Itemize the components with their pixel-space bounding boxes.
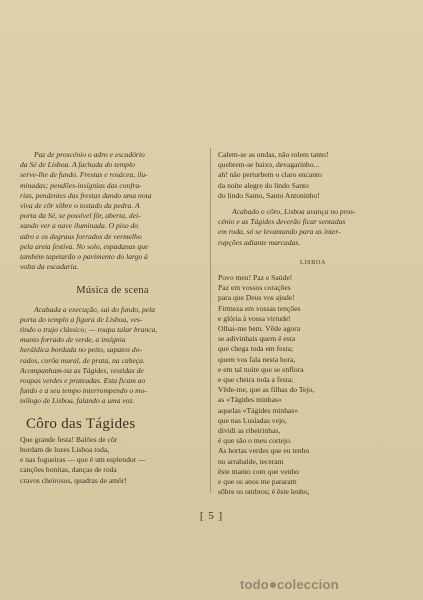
verse-line: êste manto com que venho bbox=[218, 466, 299, 476]
text-line: viva de côr sôbre o tostado da pedra. A bbox=[20, 201, 140, 211]
text-line: rados, corôa mural, de prata, na cabeça. bbox=[20, 355, 145, 365]
verse-line: Firmeza em vossas tenções bbox=[218, 303, 301, 313]
verse-line: e nas fogueiras — que é um esplendor — bbox=[20, 455, 146, 465]
text-line: também tapetarão o pavimento do largo à bbox=[20, 252, 148, 262]
verse-line: quem vos fala nesta hora, bbox=[218, 354, 296, 364]
verse-line: que chega toda em festa; bbox=[218, 344, 294, 354]
coro-heading: Côro das Tágides bbox=[26, 415, 136, 432]
text-line: tindo o trajo clássico; — roupa talar branca, bbox=[20, 325, 158, 335]
text-line: Acabada a execução, sai do fundo, pela bbox=[34, 304, 156, 314]
text-line: Paz de proscénio o adro e escadório bbox=[34, 150, 145, 159]
verse-line: no arrabalde, teceram bbox=[218, 456, 284, 466]
text-line: volta da escadaria. bbox=[20, 262, 79, 272]
text-line: adro e os degraus forrados de vermelho bbox=[20, 231, 142, 241]
watermark-text-right: coleccion bbox=[276, 577, 339, 592]
verse-line: cravos cheirosos, quadras de amôr! bbox=[20, 475, 127, 485]
verse-line: Vêde-me, que as filhas do Tejo, bbox=[218, 385, 315, 395]
column-divider bbox=[210, 148, 211, 493]
verse-line: canções bonitas, danças de roda bbox=[20, 465, 117, 475]
verse-line: dividi as ribeirinhas, bbox=[218, 426, 281, 436]
verse-line: Paz em vossos corações bbox=[218, 283, 291, 293]
verse-line: que nas Lusíadas vejo, bbox=[218, 415, 287, 425]
text-line: rias, pendentes das frestas dando uma nota bbox=[20, 190, 152, 200]
text-line: serve-lhe de fundo. Frestas e rosácea, ilu- bbox=[20, 170, 148, 180]
speaker-label: LISBOA bbox=[300, 258, 326, 266]
verse-line: do lindo Santo, Santo Antoninho! bbox=[218, 190, 320, 200]
watermark-strip bbox=[0, 570, 423, 600]
verse-line: e glória à vossa virtude! bbox=[218, 313, 291, 323]
text-line: porta do templo a figura de Lisboa, ves- bbox=[20, 314, 143, 324]
stage-direction-music bbox=[20, 305, 205, 407]
lisboa-monologue bbox=[218, 273, 408, 497]
watermark-dot-icon bbox=[270, 582, 276, 588]
text-line: Acabado o côro, Lisboa avança no pros- bbox=[232, 207, 356, 217]
text-line: fundo e a seu tempo interrompendo o mo- bbox=[20, 386, 147, 396]
verse-line: sôbre os ombros; é êste lenho, bbox=[218, 487, 310, 497]
verse-line: Calem-se as ondas, não rolem tanto! bbox=[218, 150, 329, 159]
text-line: roupas verdes e prateadas. Esta ficam ao bbox=[20, 376, 146, 386]
watermark-logo bbox=[240, 577, 339, 592]
page-number: [ 5 ] bbox=[199, 510, 224, 522]
text-line: nólogo de Lisboa, falando a uma voz. bbox=[20, 396, 135, 406]
verse-line: aquelas «Tágides minhas» bbox=[218, 405, 299, 415]
stage-direction-lisboa bbox=[218, 207, 408, 248]
text-line: heráldica bordada no peito, sapatos do- bbox=[20, 345, 143, 355]
text-line: da Sé de Lisboa. A fachada do templo bbox=[20, 160, 135, 170]
text-line: xando ver a nave iluminada. O piso do bbox=[20, 221, 139, 231]
verse-line: da noite alegre do lindo Santo bbox=[218, 180, 309, 190]
left-column bbox=[20, 150, 205, 486]
verse-line: Que grande festa! Balões de côr bbox=[20, 434, 118, 444]
verse-line: as «Tágides minhas» bbox=[218, 395, 282, 405]
stage-direction-opening bbox=[20, 150, 205, 272]
verse-line: se adivinhais quem é esta bbox=[218, 334, 296, 344]
text-line: manto forrado de verde, a insígnia bbox=[20, 335, 126, 345]
verse-line: é que são o meu cortejo. bbox=[218, 436, 292, 446]
verse-line: Olhai-me bem. Vêde agora bbox=[218, 324, 301, 334]
coro-verse-continued bbox=[218, 150, 408, 201]
verse-line: Povo meu! Paz e Saúde! bbox=[218, 273, 293, 283]
verse-line: e em tal noite que se enflora bbox=[218, 364, 304, 374]
text-line: pela areia festiva. No solo, espadanas que bbox=[20, 241, 149, 251]
verse-line: quebrem-se baixo, devagarinho... bbox=[218, 160, 320, 170]
verse-line: bordam de luzes Lisboa toda, bbox=[20, 445, 110, 455]
coro-verse bbox=[20, 435, 205, 486]
text-line: cénio e as Tágides deverão ficar sentadas bbox=[218, 217, 346, 227]
text-line: rupções adiante marcadas. bbox=[218, 237, 301, 247]
verse-line: ah! não perturbem o claro encanto bbox=[218, 170, 322, 180]
text-line: porta da Sé, se possível fôr, aberta, dei- bbox=[20, 211, 141, 221]
verse-line: As hortas verdes que eu tenho bbox=[218, 446, 310, 456]
verse-line: e que cheira toda a festa; bbox=[218, 375, 294, 385]
music-heading: Música de scena bbox=[76, 285, 149, 297]
text-line: Acompanham-na as Tágides, vestidas de bbox=[20, 365, 144, 375]
text-line: minadas; pendões-insígnias das confra- bbox=[20, 180, 142, 190]
right-column bbox=[218, 150, 408, 498]
text-line: em roda, só se levantando para as inter- bbox=[218, 227, 341, 237]
verse-line: e que os anos me pararam bbox=[218, 477, 297, 487]
watermark-text-left: todo bbox=[240, 577, 269, 592]
verse-line: para que Deus vos ajude! bbox=[218, 293, 295, 303]
